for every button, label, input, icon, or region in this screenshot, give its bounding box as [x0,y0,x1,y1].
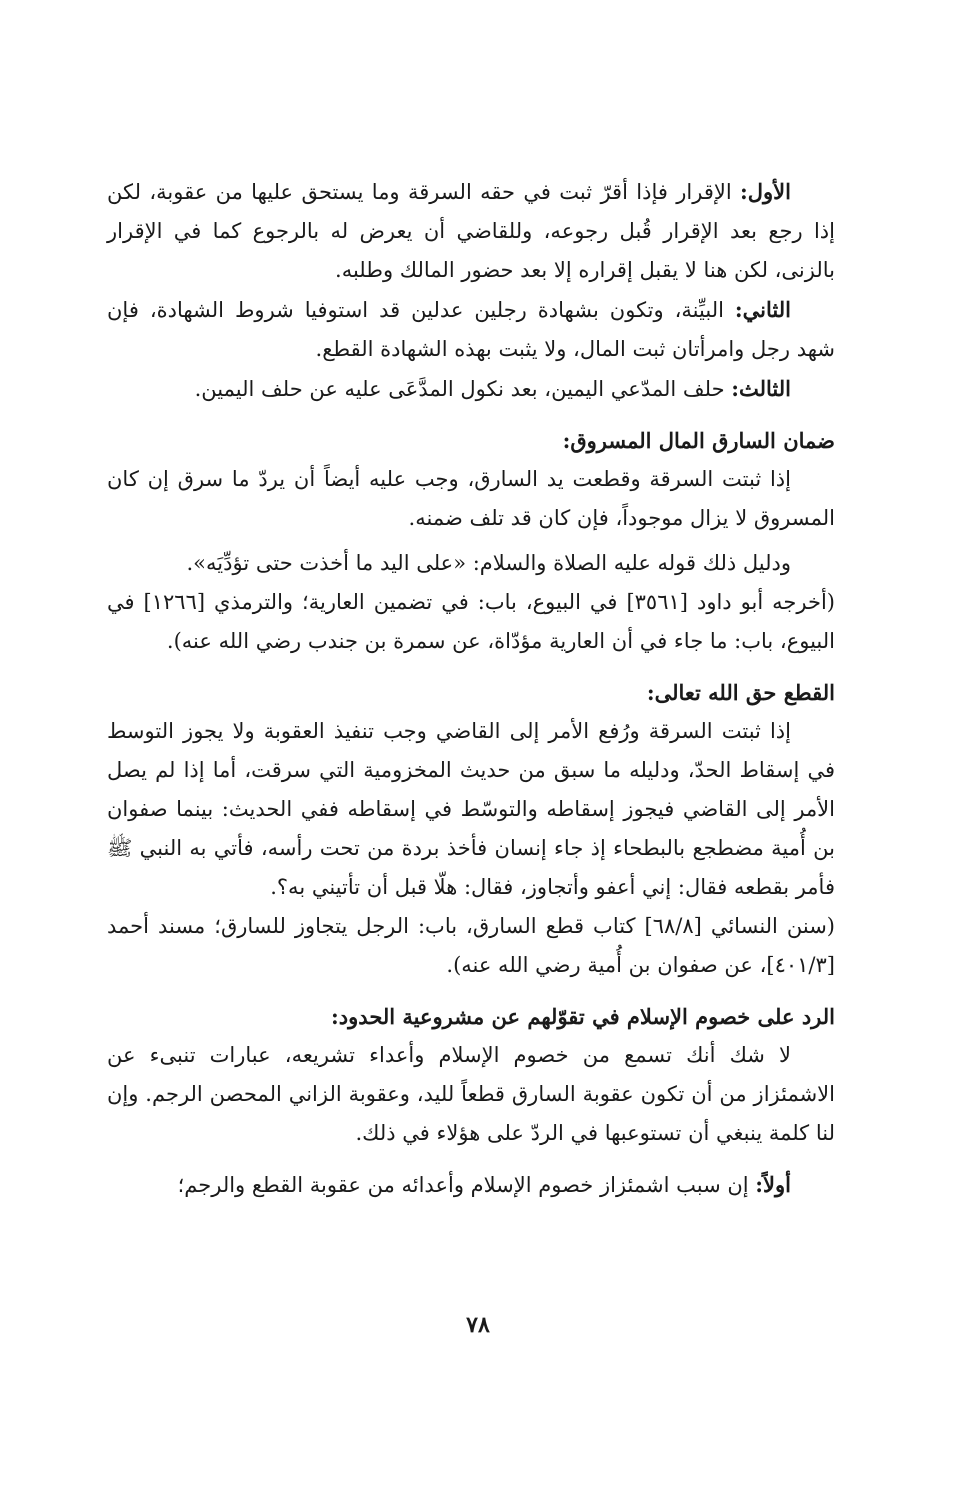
proof-second-lead: الثاني: [734,297,791,322]
guarantee-citation: (أخرجه أبو داود [٣٥٦١] في البيوع، باب: في تضمين العارية؛ والترمذي [١٢٦٦] في البيوع، باب: ما جاء في أن العارية مؤدّاة، عن سمرة بن جندب رضي الله عنه). [107,590,835,653]
proof-first [107,172,835,290]
proof-first-lead: الأول: [740,179,791,204]
proof-third [107,369,835,409]
response-first-point [107,1165,835,1205]
response-paragraph: لا شك أنك تسمع من خصوم الإسلام وأعداء تشريعه، عبارات تنبىء عن الاشمئزاز من أن تكون عقوبة السارق قطعاً لليد، وعقوبة الزاني المحصن الرجم. وإن لنا كلمة ينبغي أن تستوعبها في الردّ على هؤلاء في ذلك. [107,1043,835,1145]
proof-first-text: الإقرار فإذا أقرّ ثبت في حقه السرقة وما يستحق عليها من عقوبة، لكن إذا رجع بعد الإقرار قُبل رجوعه، وللقاضي أن يعرض له بالرجوع كما في الإقرار بالزنى، لكن هنا لا يقبل إقراره إلا بعد حضور المالك وطلبه. [107,180,835,282]
guarantee-evidence: ودليل ذلك قوله عليه الصلاة والسلام: «على اليد ما أخذت حتى تؤدِّيَه». [186,551,791,575]
page-body [107,172,835,1205]
response-first-point-lead: أولاً: [755,1172,791,1197]
proof-third-lead: الثالث: [731,376,791,401]
right-of-allah-citation: (سنن النسائي [٦٨/٨] كتاب قطع السارق، باب: الرجل يتجاوز للسارق؛ مسند أحمد [٤٠١/٣]، عن صفوان بن أُمية رضي الله عنه). [107,914,835,977]
page-number: ٧٨ [466,1312,490,1338]
proof-second [107,290,835,369]
response-first-point-text: إن سبب اشمئزاز خصوم الإسلام وأعدائه من عقوبة القطع والرجم؛ [177,1173,756,1197]
right-of-allah-paragraph: إذا ثبتت السرقة ورُفع الأمر إلى القاضي وجب تنفيذ العقوبة ولا يجوز التوسط في إسقاط الحدّ، ودليله ما سبق من حديث المخزومية التي سرقت، أما إذا لم يصل الأمر إلى القاضي فيجوز إسقاطه والتوسّط في إسقاطه ففي الحديث: بينما صفوان بن أُمية مضطجع بالبطحاء إذ جاء إنسان فأخذ بردة من تحت رأسه، فأتي به النبي ﷺ فأمر بقطعه فقال: إني أعفو وأتجاوز، فقال: هلّا قبل أن تأتيني به؟. [107,719,835,899]
proof-third-text: حلف المدّعي اليمين، بعد نكول المدَّعَى عليه عن حلف اليمين. [194,377,732,401]
guarantee-paragraph: إذا ثبتت السرقة وقطعت يد السارق، وجب عليه أيضاً أن يردّ ما سرق إن كان المسروق لا يزال موجوداً، فإن كان قد تلف ضمنه. [107,467,835,530]
heading-right-of-allah: القطع حق الله تعالى: [646,680,835,705]
heading-response: الرد على خصوم الإسلام في تقوّلهم عن مشروعية الحدود: [331,1004,835,1029]
heading-guarantee: ضمان السارق المال المسروق: [562,428,835,453]
proof-second-text: البيِّنة، وتكون بشهادة رجلين عدلين قد استوفيا شروط الشهادة، فإن شهد رجل وامرأتان ثبت المال، ولا يثبت بهذه الشهادة القطع. [107,298,835,361]
